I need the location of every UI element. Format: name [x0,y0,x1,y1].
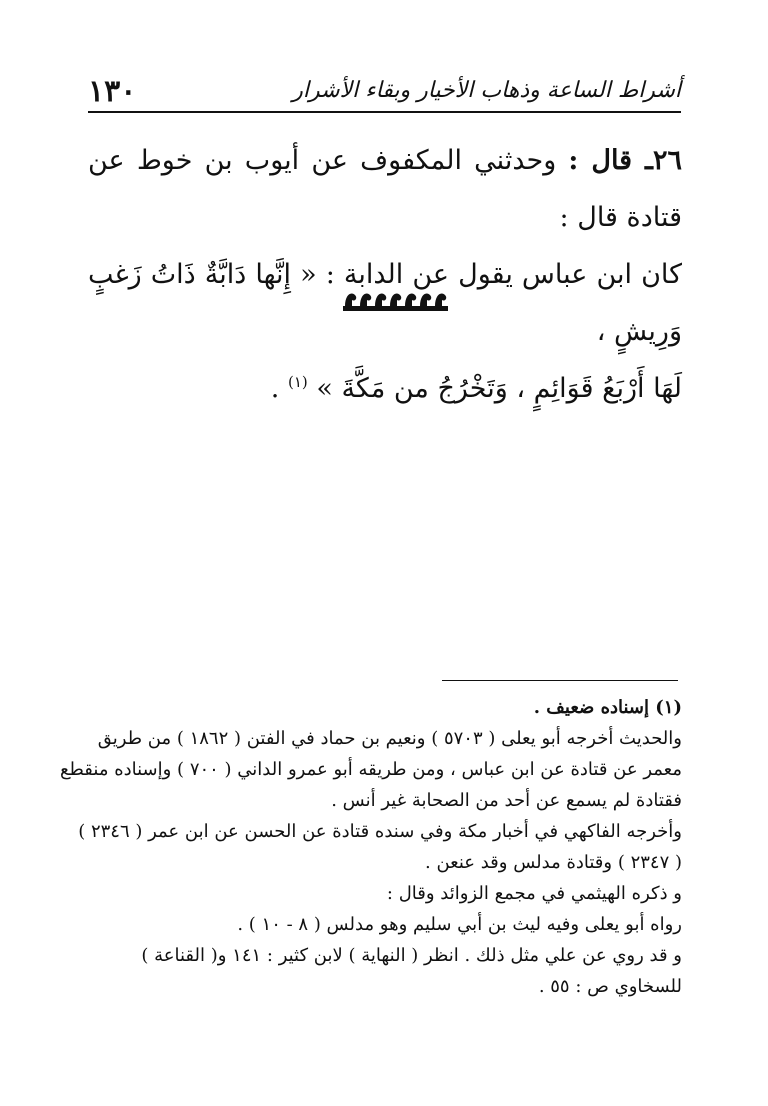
hadith-line-3 [88,360,682,417]
hadith-line-3-end: . [270,373,280,404]
hadith-line-1 [88,132,682,246]
footnotes [59,692,682,1002]
hadith-number: ٢٦ـ قال : [568,145,682,176]
running-header [88,72,681,112]
footnote-line: معمر عن قتادة عن ابن عباس ، ومن طريقه أبو عمرو الداني ( ٧٠٠ ) وإسناده منقطع [59,759,682,780]
header-rule [88,111,681,113]
footnote-rule [442,680,678,681]
ornament-divider [343,289,448,311]
footnote-line: رواه أبو يعلى وفيه ليث بن أبي سليم وهو مدلس ( ٨ - ١٠ ) . [237,914,682,935]
running-title: أشراط الساعة وذهاب الأخيار وبقاء الأشرار [292,78,681,103]
footnote-line: (١) إسناده ضعيف . [533,697,682,718]
hadith-text [88,132,682,417]
footnote-line: فقتادة لم يسمع عن أحد من الصحابة غير أنس . [331,790,682,811]
hadith-line-1-text: وحدثني المكفوف عن أيوب بن خوط عن قتادة قال : [88,145,682,233]
hadith-line-2: كان ابن عباس يقول عن الدابة : « إِنَّها دَابَّةٌ ذَاتُ زَغبٍ وَرِيشٍ ، [88,259,682,347]
footnote-line: وأخرجه الفاكهي في أخبار مكة وفي سنده قتادة عن الحسن عن ابن عمر ( ٢٣٤٦ ) [78,821,682,842]
footnote-line: والحديث أخرجه أبو يعلى ( ٥٧٠٣ ) ونعيم بن حماد في الفتن ( ١٨٦٢ ) من طريق [97,728,682,749]
footnote-line: و ذكره الهيثمي في مجمع الزوائد وقال : [386,883,682,904]
footnote-marker: (١) [287,373,308,391]
page-number: ١٣٠ [88,74,137,109]
footnote-line: ( ٢٣٤٧ ) وقتادة مدلس وقد عنعن . [425,852,682,873]
hadith-line-3-text: لَهَا أَرْبَعُ قَوَائِمٍ ، وَتَخْرُجُ من مَكَّةَ » [316,373,682,404]
footnote-line: و قد روي عن علي مثل ذلك . انظر ( النهاية ) لابن كثير : ١٤١ و( القناعة ) [141,945,682,966]
footnote-line: للسخاوي ص : ٥٥ . [538,976,682,997]
